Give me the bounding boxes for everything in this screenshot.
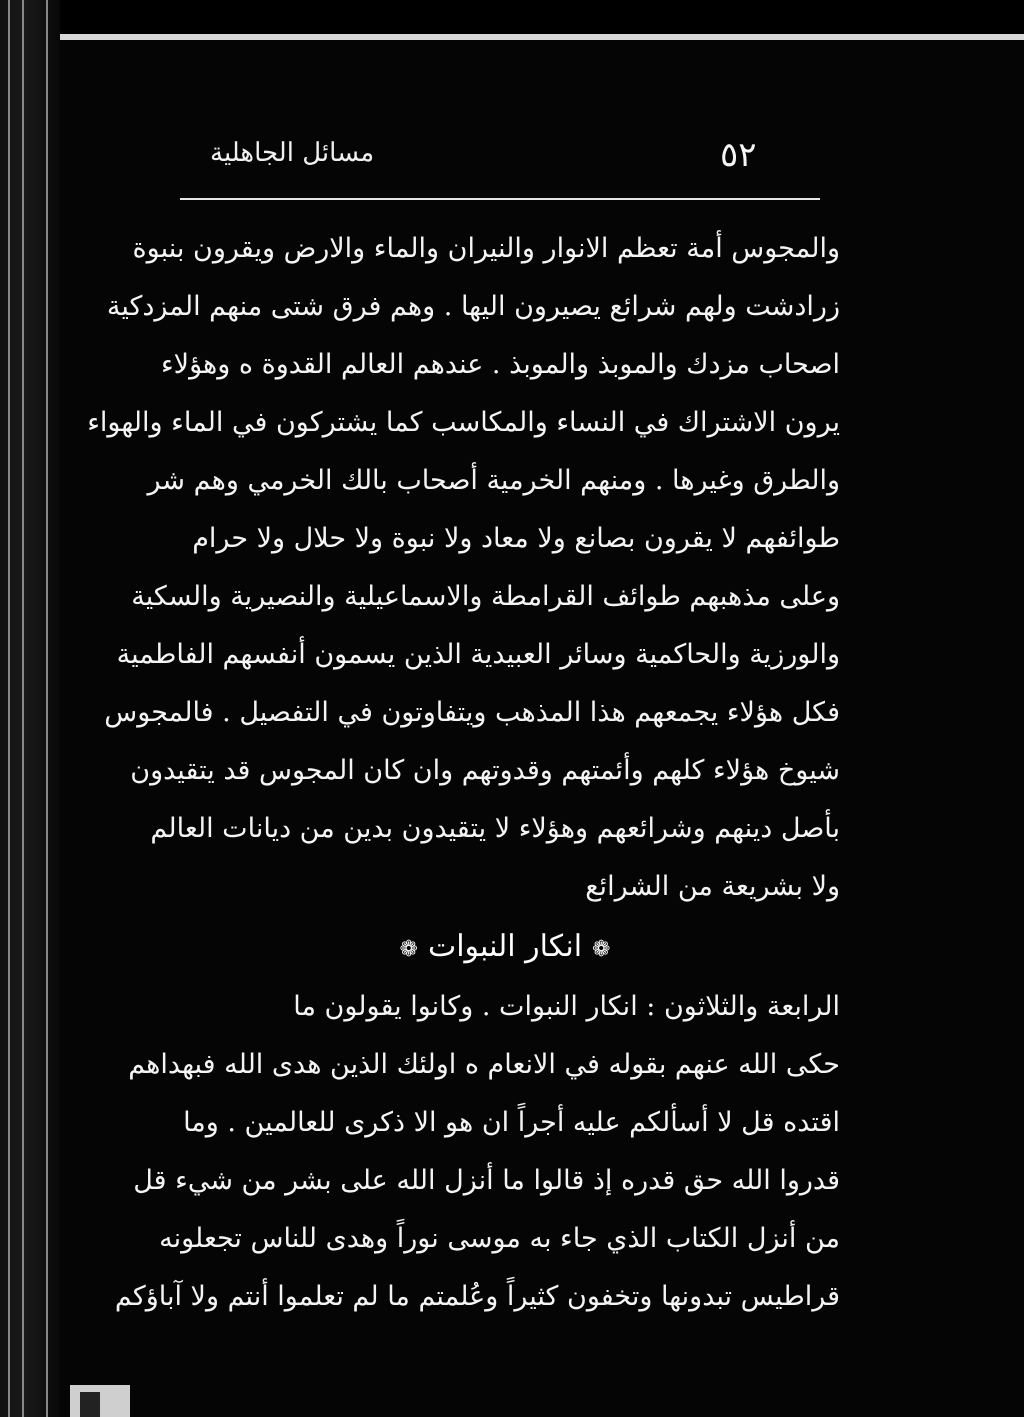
text-line: الرابعة والثلاثون : انكار النبوات . وكانوا يقولون ما: [293, 991, 840, 1022]
page-number: ٥٢: [720, 135, 757, 175]
text-line: والمجوس أمة تعظم الانوار والنيران والماء والارض ويقرون بنبوة: [132, 233, 840, 264]
text-line: والطرق وغيرها . ومنهم الخرمية أصحاب بالك الخرمي وهم شر: [147, 465, 840, 496]
text-line: حكى الله عنهم بقوله في الانعام ه اولئك الذين هدى الله فبهداهم: [128, 1049, 840, 1080]
spine-line: [8, 0, 10, 1417]
text-line: بأصل دينهم وشرائعهم وهؤلاء لا يتقيدون بدين من ديانات العالم: [150, 813, 840, 844]
spine-line: [22, 0, 24, 1417]
spine-line: [46, 0, 48, 1417]
header-rule: [180, 198, 820, 200]
text-line: قدروا الله حق قدره إذ قالوا ما أنزل الله على بشر من شيء قل: [133, 1165, 840, 1196]
section-heading: [170, 916, 840, 978]
text-line: اصحاب مزدك والموبذ والموبذ . عندهم العالم القدوة ه وهؤلاء: [160, 349, 840, 380]
text-line: فكل هؤلاء يجمعهم هذا المذهب ويتفاوتون في التفصيل . فالمجوس: [104, 697, 840, 728]
text-line: من أنزل الكتاب الذي جاء به موسى نوراً وهدى للناس تجعلونه: [159, 1223, 840, 1254]
text-line: طوائفهم لا يقرون بصانع ولا معاد ولا نبوة ولا حلال ولا حرام: [192, 523, 840, 554]
text-line: يرون الاشتراك في النساء والمكاسب كما يشتركون في الماء والهواء: [87, 407, 840, 438]
scan-bottom-mark: [80, 1392, 100, 1417]
scan-bottom-blot: [70, 1385, 130, 1417]
text-line: وعلى مذهبهم طوائف القرامطة والاسماعيلية والنصيرية والسكية: [131, 581, 840, 612]
body-text: [87, 220, 840, 1326]
text-line: شيوخ هؤلاء كلهم وأئمتهم وقدوتهم وان كان المجوس قد يتقيدون: [130, 755, 840, 786]
text-line: ولا بشريعة من الشرائع: [585, 871, 840, 902]
text-line: قراطيس تبدونها وتخفون كثيراً وعُلمتم ما لم تعلموا أنتم ولا آباؤكم: [114, 1281, 840, 1312]
text-line: زرادشت ولهم شرائع يصيرون اليها . وهم فرق شتى منهم المزدكية: [106, 291, 840, 322]
text-line: اقتده قل لا أسألكم عليه أجراً ان هو الا ذكرى للعالمين . وما: [183, 1107, 840, 1138]
text-line: والورزية والحاكمية وسائر العبيدية الذين يسمون أنفسهم الفاطمية: [116, 639, 840, 670]
running-head: مسائل الجاهلية: [210, 138, 375, 168]
book-spine-shadow: [0, 0, 60, 1417]
book-page: [87, 120, 850, 1312]
ornament-left-icon: ❁: [399, 937, 418, 962]
ornament-right-icon: ❁: [592, 937, 611, 962]
scan-top-highlight: [40, 34, 1024, 40]
section-heading-text: انكار النبوات: [427, 929, 583, 964]
page-header: [150, 120, 850, 180]
